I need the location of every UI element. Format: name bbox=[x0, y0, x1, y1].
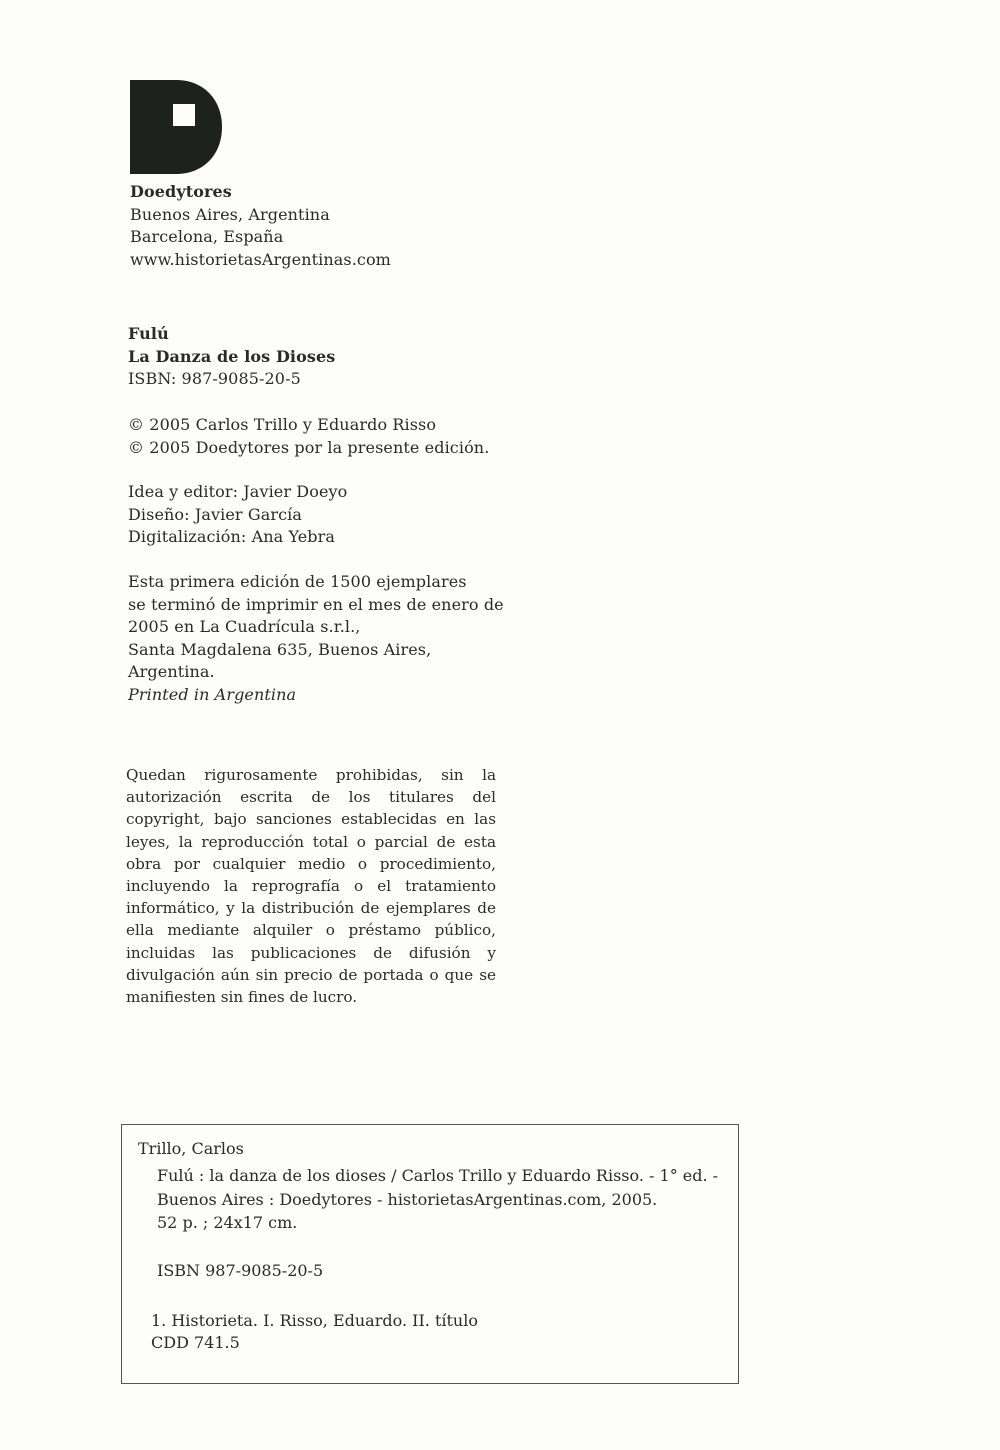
book-subtitle: La Danza de los Dioses bbox=[128, 346, 336, 366]
copyright-line-1: © 2005 Carlos Trillo y Eduardo Risso bbox=[128, 415, 437, 434]
catalog-subjects: 1. Historieta. I. Risso, Eduardo. II. título bbox=[151, 1311, 478, 1330]
legal-notice: Quedan rigurosamente prohibidas, sin la autorización escrita de los titulares del copyright, bajo sanciones establecidas en las leyes, la reproducción total o parcial de esta obra por cualquier medio o procedimiento, incluyendo la reprografía o el tratamiento informático, y la distribución de ejemplares de ella mediante alquiler o préstamo público, incluidas las publicaciones de difusión y divulgación aún sin precio de portada o que se manifiesten sin fines de lucro. bbox=[126, 766, 496, 1007]
credits-info bbox=[128, 481, 347, 549]
credit-design: Diseño: Javier García bbox=[128, 504, 303, 524]
printed-in: Printed in Argentina bbox=[128, 684, 297, 704]
catalog-isbn: ISBN 987-9085-20-5 bbox=[157, 1261, 324, 1280]
edition-line-3: 2005 en La Cuadrícula s.r.l., bbox=[128, 617, 361, 636]
edition-line-4: Santa Magdalena 635, Buenos Aires, bbox=[128, 639, 432, 659]
credit-editor: Idea y editor: Javier Doeyo bbox=[128, 482, 348, 501]
credit-digitalization: Digitalización: Ana Yebra bbox=[128, 527, 336, 546]
publisher-info bbox=[130, 181, 391, 271]
edition-info bbox=[128, 571, 504, 706]
publisher-name: Doedytores bbox=[130, 182, 232, 201]
catalog-description-3: 52 p. ; 24x17 cm. bbox=[157, 1213, 298, 1232]
catalog-record-box bbox=[121, 1124, 739, 1384]
edition-line-5: Argentina. bbox=[128, 662, 215, 681]
copyright-info bbox=[128, 414, 489, 459]
edition-line-2: se terminó de imprimir en el mes de enero de bbox=[128, 594, 504, 614]
edition-line-1: Esta primera edición de 1500 ejemplares bbox=[128, 572, 467, 591]
publisher-city-1: Buenos Aires, Argentina bbox=[130, 204, 330, 224]
catalog-description-1: Fulú : la danza de los dioses / Carlos Trillo y Eduardo Risso. - 1° ed. - bbox=[157, 1166, 719, 1185]
book-isbn: ISBN: 987-9085-20-5 bbox=[128, 369, 301, 388]
book-info bbox=[128, 323, 335, 391]
publisher-website: www.historietasArgentinas.com bbox=[130, 249, 391, 269]
catalog-description-2: Buenos Aires : Doedytores - historietasArgentinas.com, 2005. bbox=[157, 1190, 658, 1209]
catalog-author: Trillo, Carlos bbox=[138, 1139, 244, 1158]
copyright-line-2: © 2005 Doedytores por la presente edición. bbox=[128, 437, 490, 457]
publisher-logo bbox=[130, 80, 222, 174]
publisher-city-2: Barcelona, España bbox=[130, 227, 284, 246]
book-title: Fulú bbox=[128, 324, 169, 343]
catalog-cdd: CDD 741.5 bbox=[151, 1333, 240, 1352]
